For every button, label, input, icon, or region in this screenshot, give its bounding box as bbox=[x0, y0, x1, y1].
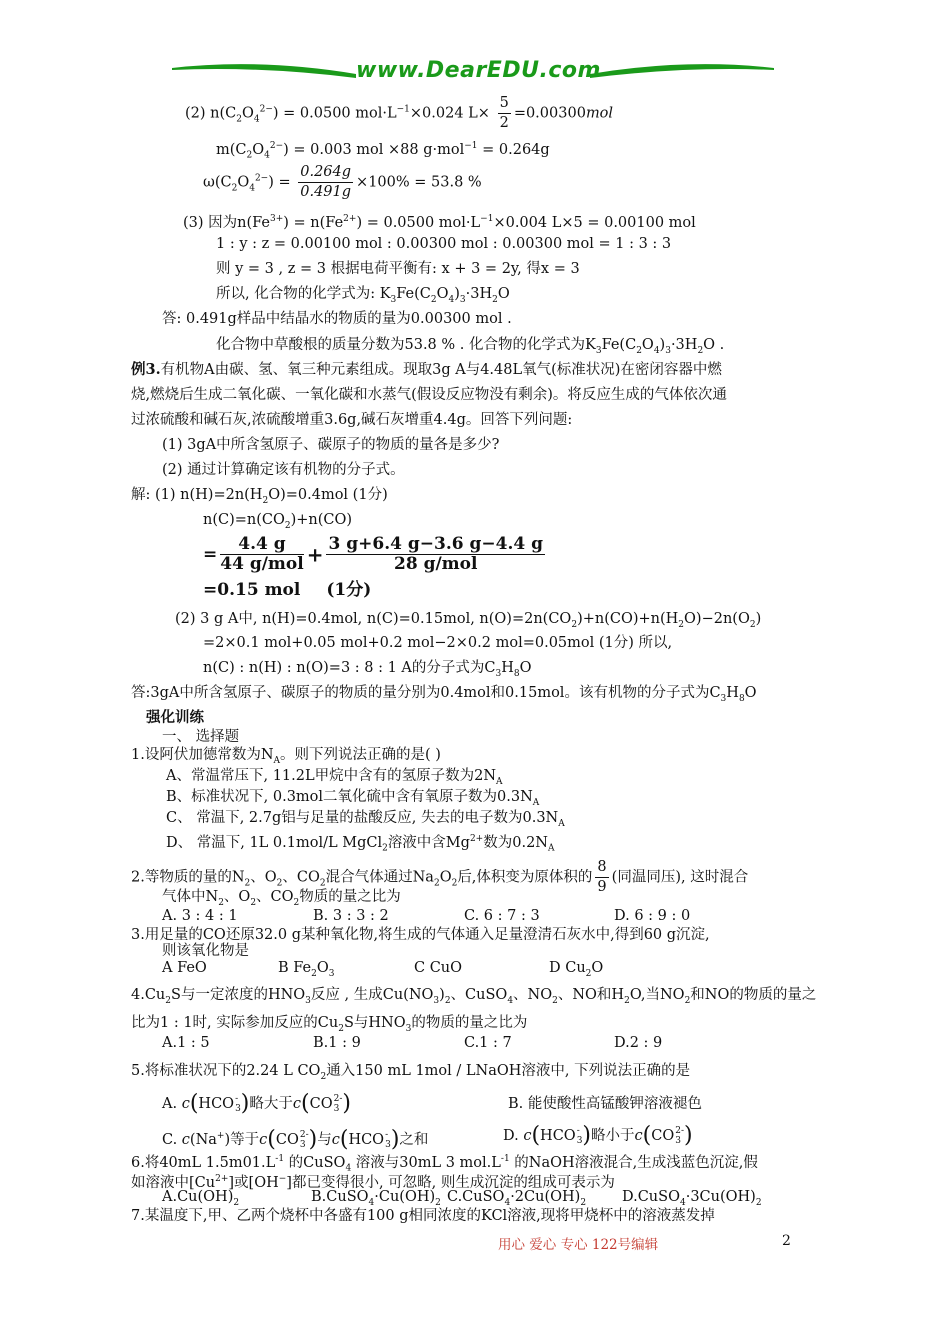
solution-step-1: 解: (1) $n(H)=2n(H_2O)=0.4mol$ (1分) bbox=[131, 487, 388, 506]
question-6-option-c: $C.CuSO_4\cdot 2Cu(OH)_2$ bbox=[447, 1189, 587, 1208]
question-2-option-b: B. 3 : 3 : 2 bbox=[313, 908, 389, 924]
question-6-option-a: $A.Cu(OH)_2$ bbox=[162, 1189, 240, 1208]
question-7: 7.某温度下,甲、乙两个烧杯中各盛有100 g相同浓度的KCl溶液,现将甲烧杯中的溶液蒸发掉 bbox=[131, 1208, 715, 1224]
drill-title: 强化训练 bbox=[146, 709, 204, 726]
question-6-option-b: $B.CuSO_4\cdot Cu(OH)_2$ bbox=[311, 1189, 441, 1208]
example-3-text-2: 烧,燃烧后生成二氧化碳、一氧化碳和水蒸气(假设反应物没有剩余)。将反应生成的气体依次通 bbox=[131, 387, 727, 403]
conc-hco3-c: c ( HCO - 3 ) bbox=[331, 1126, 400, 1152]
question-1: 1.设阿伏加德常数为$N_A$。则下列说法正确的是( ) bbox=[131, 747, 441, 766]
example-3-answer: 答:3gA中所含氢原子、碳原子的物质的量分别为0.4mol和0.15mol。该有机物的分子式为$C_3H_8O$ bbox=[131, 685, 757, 704]
question-3-option-a: A FeO bbox=[162, 960, 207, 976]
question-5-option-a: A. c ( HCO - 3 ) 略大于 c ( CO 2- 3 ) bbox=[162, 1091, 351, 1116]
fraction-mass: $\frac{0.264g}{0.491g}$ bbox=[300, 164, 352, 200]
question-3-option-c: C CuO bbox=[414, 960, 463, 976]
example-3-q1: (1) 3gA中所含氢原子、碳原子的物质的量各是多少? bbox=[162, 437, 500, 453]
conc-co3-c: c ( CO 2- 3 ) bbox=[259, 1126, 318, 1152]
solution-step-7: n(C) : n(H) : n(O)=3 : 8 : 1 A的分子式为$C_3H_8O$ bbox=[203, 660, 532, 679]
calc-line-6: 1 : y : z = 0.00100 mol : 0.00300 mol : 0.00300 mol = 1 : 3 : 3 bbox=[216, 236, 672, 252]
fraction-5-2: $\frac{5}{2}$ bbox=[499, 95, 509, 131]
calc-line-4: $\omega(C_2O_4^{2-})$ = $\frac{0.264g}{0.491g}$ ×100% = 53.8 % bbox=[203, 164, 482, 200]
question-2-option-a: A. 3 : 4 : 1 bbox=[162, 908, 238, 924]
conc-hco3-d: c ( HCO - 3 ) bbox=[523, 1123, 592, 1148]
question-5-option-d: D. c ( HCO - 3 ) 略小于 c ( CO 2- 3 ) bbox=[503, 1123, 693, 1148]
fraction-8-9: $\frac{8}{9}$ bbox=[597, 859, 607, 895]
question-3-option-d: D $Cu_2O$ bbox=[549, 960, 604, 979]
logo-text: www.DearEDU.com bbox=[356, 58, 601, 83]
question-5-option-c: C. c(Na+)等于 c ( CO 2- 3 ) 与 c ( HCO - 3 ) 之和 bbox=[162, 1126, 429, 1152]
question-4-option-b: B.1 : 9 bbox=[313, 1035, 361, 1051]
question-5: 5.将标准状况下的2.24 L $CO_2$通入150 mL 1mol / LNaOH溶液中, 下列说法正确的是 bbox=[131, 1063, 691, 1082]
question-1-option-a: A、常温常压下, 11.2L甲烷中含有的氢原子数为$2N_A$ bbox=[166, 768, 503, 787]
footer-text: 用心 爱心 专心 122号编辑 bbox=[498, 1237, 659, 1253]
conc-co3: c ( CO 2- 3 ) bbox=[292, 1091, 351, 1116]
question-6-option-d: $D.CuSO_4\cdot 3Cu(OH)_2$ bbox=[622, 1189, 762, 1208]
example-3-q2: (2) 通过计算确定该有机物的分子式。 bbox=[162, 462, 405, 478]
question-3-line-2: 则该氧化物是 bbox=[162, 943, 249, 959]
question-1-option-b: B、标准状况下, 0.3mol二氧化硫中含有氧原子数为$0.3N_A$ bbox=[166, 789, 540, 808]
drill-section: 一、 选择题 bbox=[162, 729, 240, 745]
question-1-option-c: C、 常温下, 2.7g铝与足量的盐酸反应, 失去的电子数为$0.3N_A$ bbox=[166, 810, 565, 829]
question-3-option-b: B $Fe_2O_3$ bbox=[278, 960, 335, 979]
question-4-option-c: C.1 : 7 bbox=[464, 1035, 512, 1051]
page-number: 2 bbox=[782, 1233, 791, 1249]
answer-line-2: 化合物中草酸根的质量分数为53.8 % . 化合物的化学式为$K_3Fe(C_2O_4)_3\cdot 3H_2O$ . bbox=[216, 337, 725, 356]
question-2-line-2: 气体中$N_2$、$O_2$、$CO_2$物质的量之比为 bbox=[162, 889, 401, 908]
question-1-option-d: D、 常温下, 1L 0.1mol/L MgCl$_2$溶液中含$Mg^{2+}$数为$0.2N_A$ bbox=[166, 834, 555, 854]
calc-line-7: 则 y = 3 , z = 3 根据电荷平衡有: x + 3 = 2y, 得x = 3 bbox=[216, 261, 580, 277]
calc-line-5: (3) 因为$n(Fe^{3+}) = n(Fe^{2+}) = 0.0500$ $mol\cdot L^{-1}\times 0.004$ L×5 = 0.00100 mol bbox=[183, 214, 696, 231]
fraction-co: $\frac{3 g+6.4 g-3.6 g-4.4 g}{\text{28 g/mol}}$ bbox=[328, 534, 543, 574]
question-4-line-2: 比为1 : 1时, 实际参加反应的$Cu_2S$与$HNO_3$的物质的量之比为 bbox=[131, 1015, 528, 1034]
question-2-option-d: D. 6 : 9 : 0 bbox=[614, 908, 691, 924]
question-3: 3.用足量的CO还原32.0 g某种氧化物,将生成的气体通入足量澄清石灰水中,得到60 g沉淀, bbox=[131, 927, 710, 943]
solution-step-4: =0.15 mol (1分) bbox=[203, 580, 372, 600]
example-3-text-3: 过浓硫酸和碱石灰,浓硫酸增重3.6g,碱石灰增重4.4g。回答下列问题: bbox=[131, 412, 573, 428]
conc-hco3: c ( HCO - 3 ) bbox=[181, 1091, 250, 1116]
example-3-label: 例3. bbox=[131, 361, 161, 378]
fraction-co2: $\frac{4.4 g}{\text{44 g/mol}}$ bbox=[220, 534, 304, 574]
solution-step-3: = $\frac{4.4 g}{\text{44 g/mol}}$ + $\frac{3 g+6.4 g-3.6 g-4.4 g}{\text{28 g/mol}}$ bbox=[203, 534, 543, 574]
example-3-text-1: 例3.有机物A由碳、氢、氧三种元素组成。现取3g A与4.48L氧气(标准状况)在密闭容器中燃 bbox=[131, 361, 722, 378]
question-2: 2.等物质的量的$N_2$、$O_2$、$CO_2$混合气体通过$Na_2O_2$后,体积变为原体积的 $\frac{8}{9}$ (同温同压), 这时混合 bbox=[131, 859, 749, 895]
calc-line-3: $m(C_2O_4^{2-}) = 0.003$ mol ×88 g·mol$^{-1}$ = 0.264g bbox=[216, 141, 550, 161]
answer-line-1: 答: 0.491g样品中结晶水的物质的量为0.00300 mol . bbox=[162, 311, 512, 327]
conc-co3-d: c ( CO 2- 3 ) bbox=[634, 1123, 693, 1148]
solution-step-6: =2×0.1 mol+0.05 mol+0.2 mol−2×0.2 mol=0.05mol (1分) 所以, bbox=[203, 635, 673, 651]
calc-line-2: (2) $n(C_2O_4^{2-}) = 0.0500$ $mol\cdot L^{-1}\times 0.024$ L× $\frac{5}{2}$ =0.00300mol bbox=[185, 95, 614, 131]
question-2-option-c: C. 6 : 7 : 3 bbox=[464, 908, 540, 924]
question-6: 6.将40mL $1.5m01.L^{-1}$ 的CuSO$_4$ 溶液与30mL 3 $mol.L^{-1}$ 的NaOH溶液混合,生成浅蓝色沉淀,假 bbox=[131, 1154, 758, 1174]
question-4-option-a: A.1 : 5 bbox=[162, 1035, 210, 1051]
solution-step-5: (2) 3 g A中, n(H)=0.4mol, n(C)=0.15mol, $n(O)=2n(CO_2)+n(CO)+n(H_2O)-2n(O_2)$ bbox=[175, 611, 762, 630]
calc-line-8: 所以, 化合物的化学式为: $K_3Fe(C_2O_4)_3\cdot 3H_2O$ bbox=[216, 286, 510, 305]
question-4-option-d: D.2 : 9 bbox=[614, 1035, 663, 1051]
solution-step-2: $n(C)=n(CO_2)+n(CO)$ bbox=[203, 512, 353, 531]
question-4: $4.Cu_2S$与一定浓度的$HNO_3$反应 , 生成$Cu(NO_3)_2$、CuSO$_4$、$NO_2$、NO和$H_2O$,当$NO_2$和NO的物质的量之 bbox=[131, 987, 817, 1006]
question-5-option-b: B. 能使酸性高锰酸钾溶液褪色 bbox=[508, 1096, 702, 1112]
question-6-line-2: 如溶液中$[Cu^{2+}]$或[OH−]都已变得很小, 可忽略, 则生成沉淀的组成可表示为 bbox=[131, 1174, 615, 1191]
